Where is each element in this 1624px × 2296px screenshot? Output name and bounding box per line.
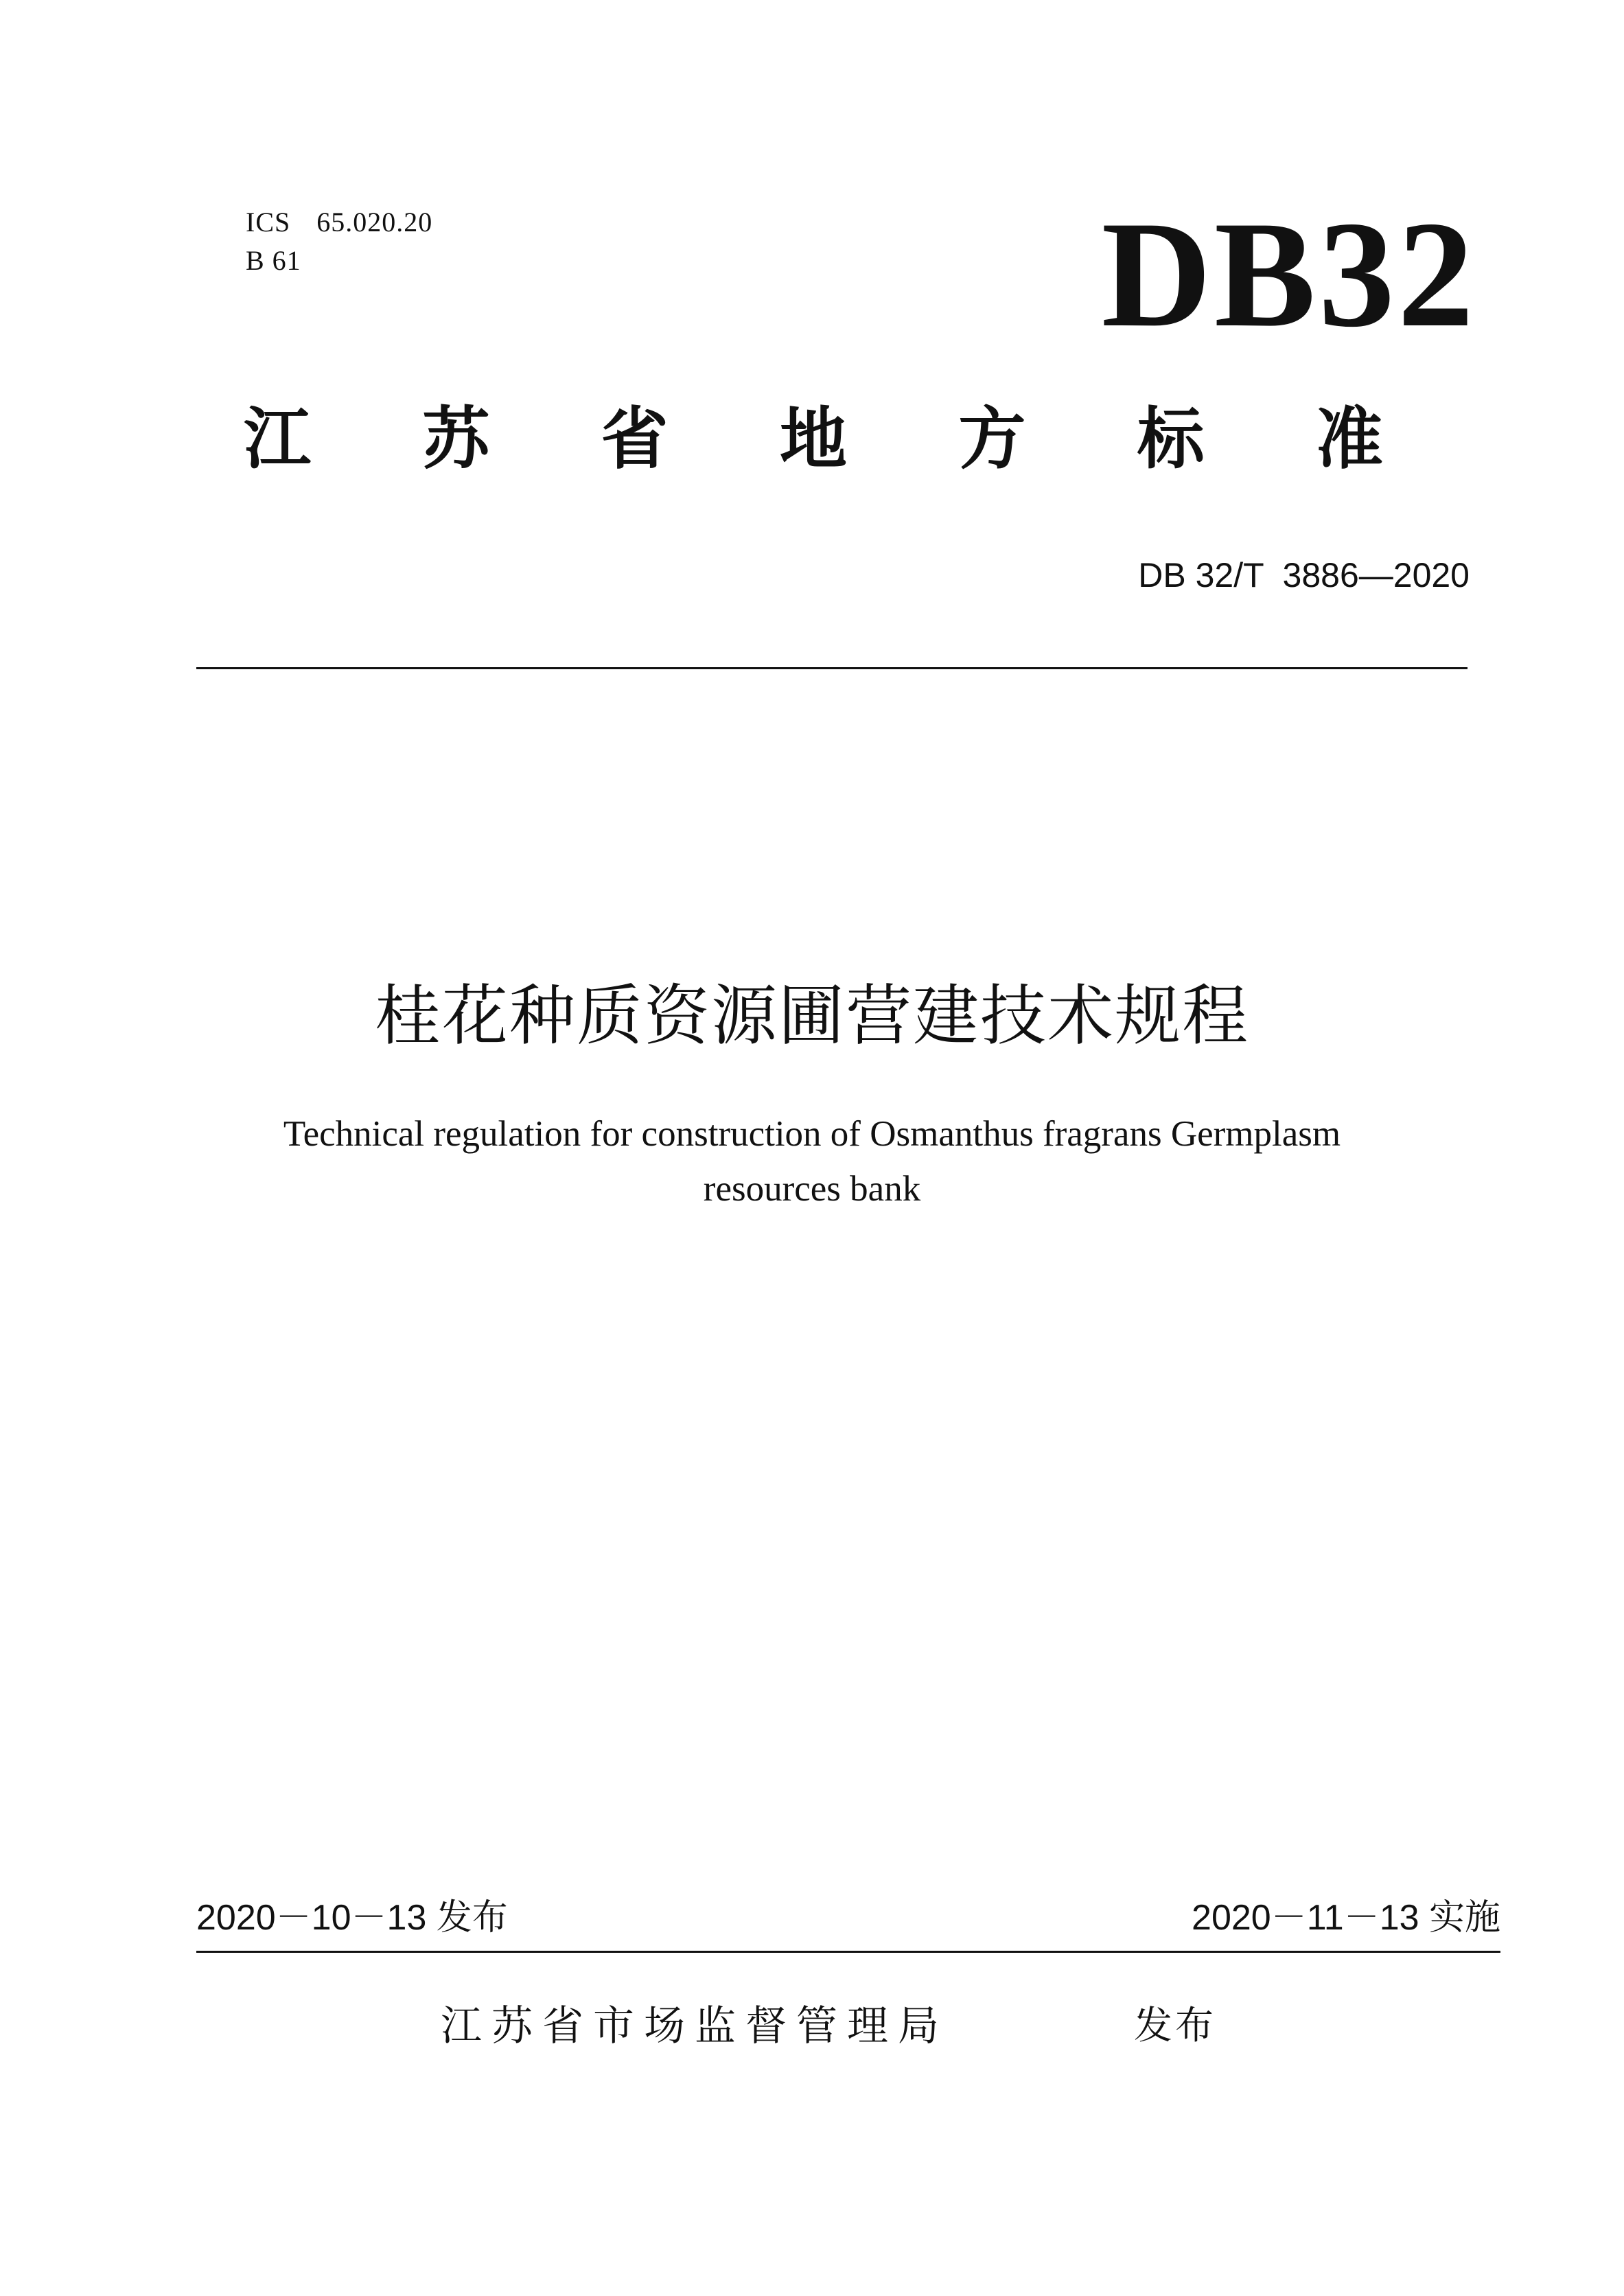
footer-divider — [196, 1951, 1500, 1953]
standard-type-char: 地 — [779, 400, 847, 478]
standard-type-char: 江 — [244, 400, 312, 478]
issue-date: 2020－10－13 发布 — [196, 1898, 508, 1938]
ics-label: ICS — [246, 207, 291, 237]
implementation-date: 2020－11－13 实施 — [1192, 1898, 1500, 1938]
standard-type-char: 省 — [601, 400, 669, 478]
publish-label: 发布 — [1134, 2004, 1216, 2048]
header-divider — [196, 667, 1468, 669]
standard-type-char: 方 — [958, 400, 1026, 478]
document-title-chinese: 桂花种质资源圃营建技术规程 — [375, 977, 1249, 1054]
standard-type-char: 准 — [1315, 400, 1383, 478]
db-code-logo: DB32 — [1101, 190, 1476, 359]
ccs-code: B 61 — [246, 245, 301, 276]
publisher-name: 江苏省市场监督管理局 — [441, 2002, 949, 2050]
standard-type-char: 苏 — [422, 400, 490, 478]
standard-type-char: 标 — [1137, 400, 1205, 478]
english-title-line: resources bank — [703, 1169, 921, 1209]
ics-code: 65.020.20 — [316, 207, 433, 237]
english-title-line: Technical regulation for construction of Osmanthus fragrans Germplasm — [283, 1114, 1341, 1154]
ics-line — [246, 203, 432, 242]
document-title-english — [0, 1106, 1624, 1216]
standard-type-heading — [244, 398, 1383, 480]
classification-codes — [246, 203, 432, 280]
standard-number: DB 32/T 3886—2020 — [1138, 556, 1470, 594]
